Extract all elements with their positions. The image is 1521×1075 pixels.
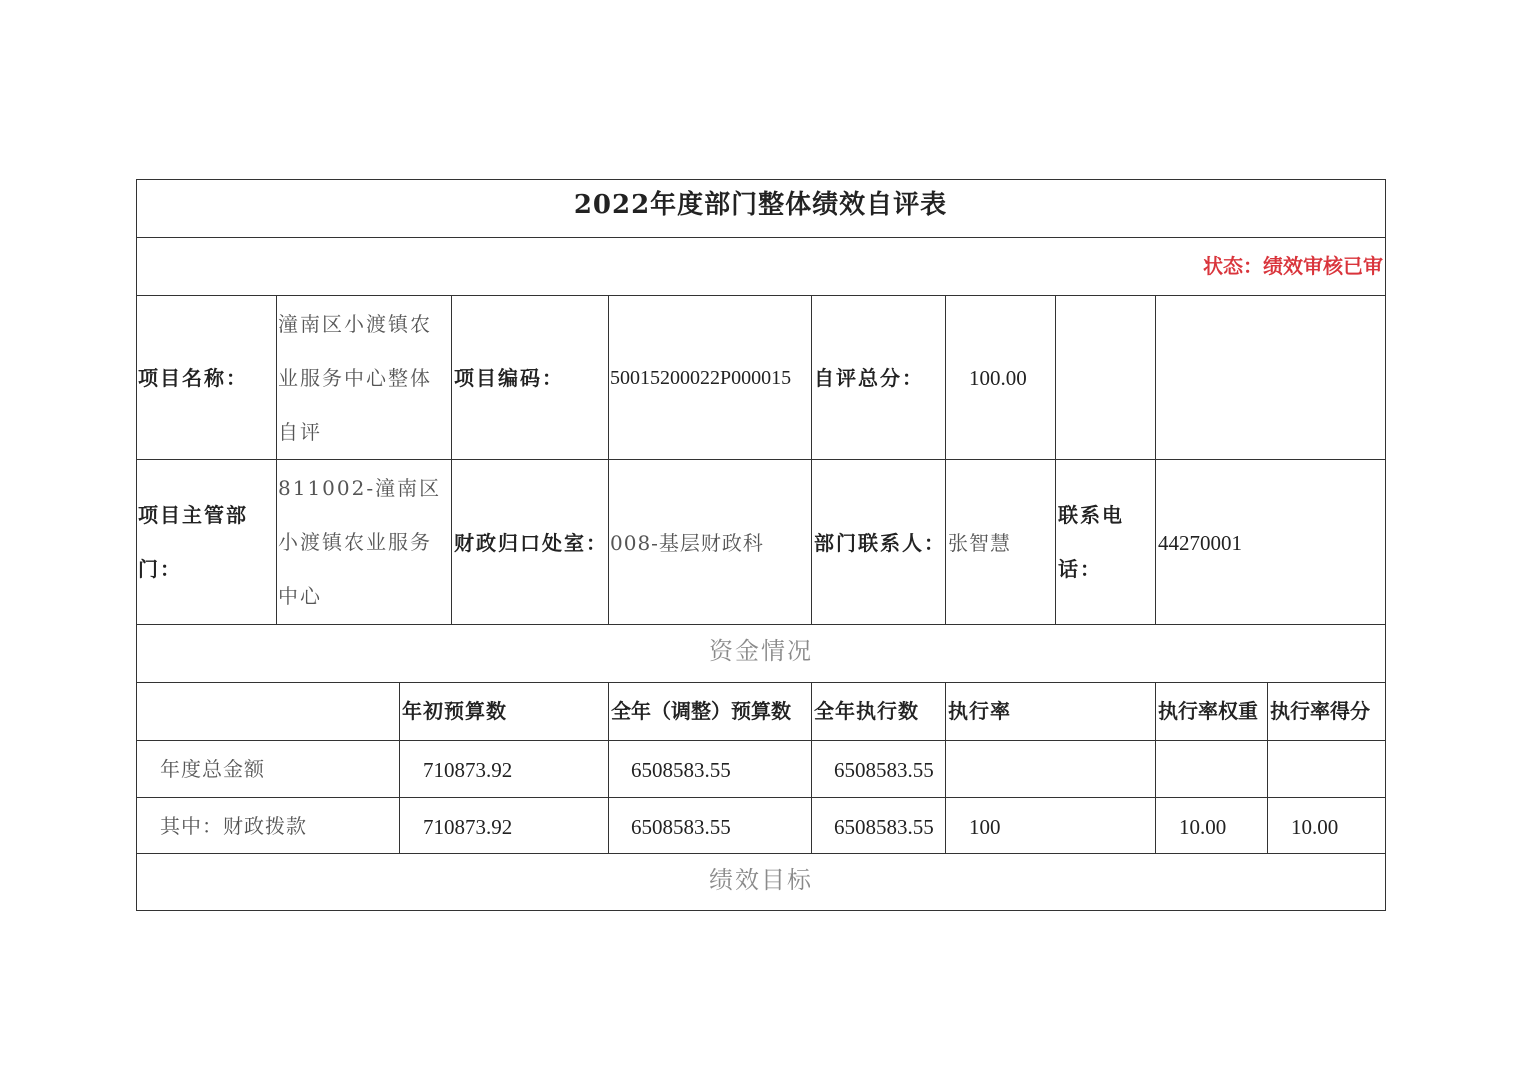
border-line — [1055, 295, 1056, 624]
cell-initial: 710873.92 — [423, 815, 513, 839]
phone-value: 44270001 — [1158, 531, 1242, 555]
header-rate-score: 执行率得分 — [1270, 699, 1370, 723]
header-exec-rate: 执行率 — [948, 699, 1011, 723]
phone-label: 联系电话： — [1058, 503, 1124, 581]
border-line — [136, 682, 1386, 683]
cell-rate: 100 — [969, 815, 1001, 839]
page-title: 2022年度部门整体绩效自评表 — [573, 190, 948, 220]
cell-executed: 6508583.55 — [834, 758, 934, 782]
row-label: 其中：财政拨款 — [160, 814, 307, 838]
border-line — [136, 910, 1386, 911]
border-line — [136, 459, 1386, 460]
border-line — [608, 682, 609, 853]
border-line — [136, 179, 1386, 180]
project-code-label: 项目编码： — [454, 366, 564, 390]
finance-label: 财政归口处室： — [454, 531, 608, 555]
border-line — [399, 682, 400, 853]
border-line — [811, 682, 812, 853]
header-executed: 全年执行数 — [814, 699, 919, 723]
header-adjusted-budget: 全年（调整）预算数 — [611, 699, 791, 723]
contact-value: 张智慧 — [948, 531, 1011, 555]
border-line — [136, 179, 137, 911]
contact-label: 部门联系人： — [814, 531, 946, 555]
status-badge: 状态：绩效审核已审 — [1203, 254, 1383, 278]
border-line — [945, 682, 946, 853]
goals-section-title: 绩效目标 — [709, 866, 813, 894]
cell-adjusted: 6508583.55 — [631, 815, 731, 839]
border-line — [136, 797, 1386, 798]
row-label: 年度总金额 — [160, 757, 265, 781]
border-line — [1155, 295, 1156, 624]
project-code-value: 50015200022P000015 — [610, 367, 792, 389]
header-initial-budget: 年初预算数 — [402, 699, 507, 723]
border-line — [276, 295, 277, 624]
cell-score: 10.00 — [1291, 815, 1339, 839]
score-value: 100.00 — [969, 366, 1027, 390]
border-line — [451, 295, 452, 624]
border-line — [1385, 179, 1386, 911]
border-line — [136, 237, 1386, 238]
project-name-value: 潼南区小渡镇农业服务中心整体自评 — [278, 312, 432, 444]
funds-section-title: 资金情况 — [709, 637, 813, 665]
cell-adjusted: 6508583.55 — [631, 758, 731, 782]
cell-executed: 6508583.55 — [834, 815, 934, 839]
score-label: 自评总分： — [814, 366, 924, 390]
dept-label: 项目主管部门： — [138, 503, 248, 581]
finance-value: 008-基层财政科 — [610, 531, 764, 555]
border-line — [136, 740, 1386, 741]
cell-weight: 10.00 — [1179, 815, 1227, 839]
border-line — [136, 853, 1386, 854]
border-line — [811, 295, 812, 624]
project-name-label: 项目名称： — [138, 366, 248, 390]
dept-value: 811002-潼南区小渡镇农业服务中心 — [278, 476, 442, 608]
cell-initial: 710873.92 — [423, 758, 513, 782]
header-rate-weight: 执行率权重 — [1158, 699, 1258, 723]
border-line — [608, 295, 609, 624]
border-line — [945, 295, 946, 624]
border-line — [136, 624, 1386, 625]
border-line — [1267, 682, 1268, 853]
border-line — [1155, 682, 1156, 853]
border-line — [136, 295, 1386, 296]
